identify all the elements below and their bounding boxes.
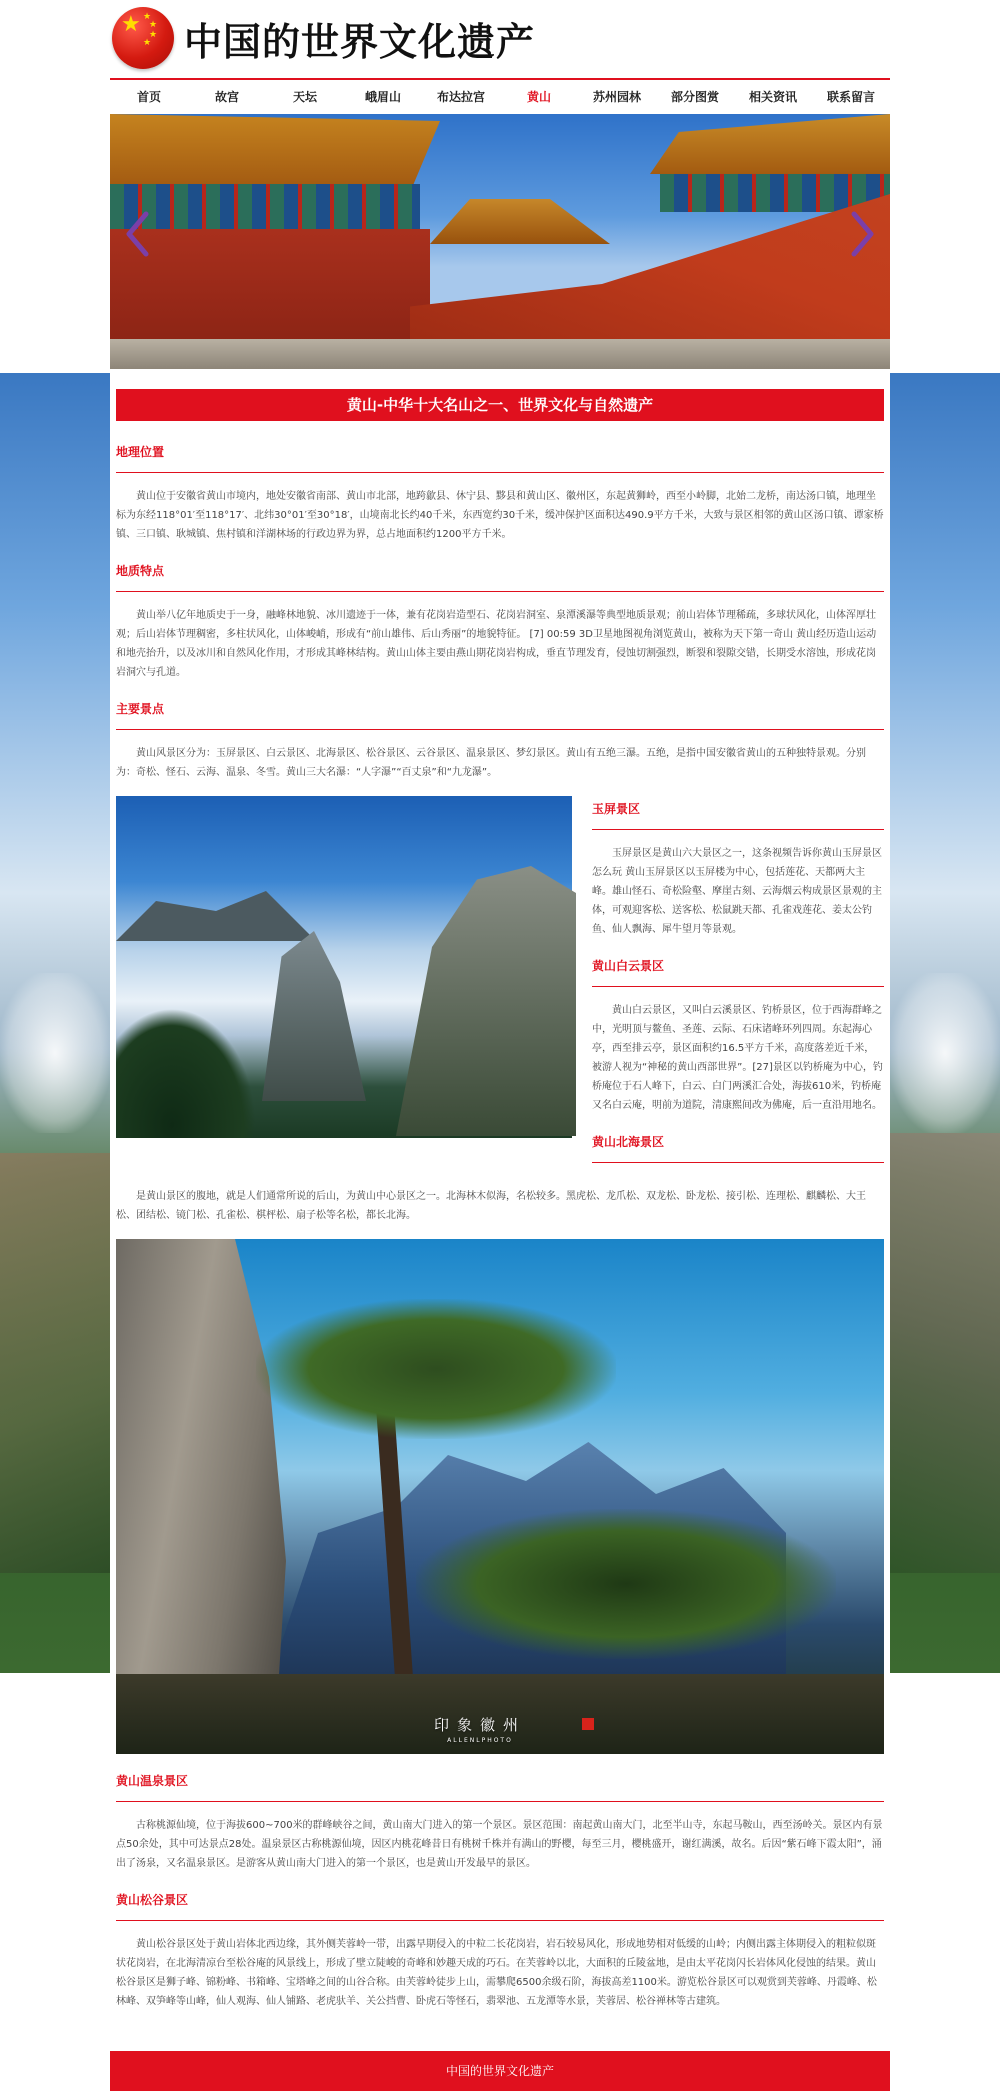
text-songgu: 黄山松谷景区处于黄山岩体北西边缘，其外侧芙蓉岭一带，出露早期侵入的中粒二长花岗岩，岩石较易风化，形成地势相对低缓的山岭；内侧出露主体期侵入的粗粒似斑状花岗岩，在北海清凉台至松谷庵的风景线上，形成了壁立陡峻的奇峰和妙趣天成的巧石。在芙蓉岭以北，大面积的丘陵盆地，是由太平花岗闪长岩体风化侵蚀的结果。黄山松谷景区是狮子峰、锦粉峰、书箱峰、宝塔峰之间的山谷合称。由芙蓉岭徒步上山，需攀爬6500余级石阶，海拔高差1100米。游览松谷景区可以观赏到芙蓉峰、丹霞峰、松林峰、双笋峰等山峰，仙人观海、仙人铺路、老虎驮羊、关公挡曹、卧虎石等怪石，翡翠池、五龙潭等水景，芙蓉居、松谷禅林等古建筑。 <box>116 1939 877 2007</box>
text-geology: 黄山举八亿年地质史于一身，融峰林地貌、冰川遗迹于一体，兼有花岗岩造型石、花岗岩洞室、泉潭溪瀑等典型地质景观；前山岩体节理稀疏，多球状风化，山体浑厚壮观；后山岩体节理稠密，多柱状风化，山体峻峭，形成有“前山雄伟、后山秀丽”的地貌特征。 [7] 00:59 3D卫星地图视角浏览黄山，被称为天下第一奇山 黄山经历造山运动和地壳抬升，以及冰川和自然风化作用，才形成其峰林结构。黄山山体主要由燕山期花岗岩构成，垂直节理发育，侵蚀切割强烈，断裂和裂隙交错，长期受水溶蚀，形成花岗岩洞穴与孔道。 <box>116 610 877 678</box>
heading-yuping: 玉屏景区 <box>592 796 884 830</box>
chevron-left-icon[interactable] <box>124 210 150 258</box>
great-wall-right <box>890 1133 1000 1573</box>
nav-item-emei[interactable]: 峨眉山 <box>364 90 401 104</box>
nav-item-home[interactable]: 首页 <box>136 90 161 104</box>
nav-item-contact[interactable]: 联系留言 <box>826 90 875 104</box>
site-footer: 中国的世界文化遗产 <box>110 2051 890 2091</box>
chevron-right-icon[interactable] <box>850 210 876 258</box>
cloud-right <box>890 973 1000 1133</box>
nav-item-news[interactable]: 相关资讯 <box>748 90 797 104</box>
china-flag-icon: ★ ★ ★ ★ ★ <box>112 7 174 69</box>
heading-attractions: 主要景点 <box>116 696 884 730</box>
section-banner: 黄山-中华十大名山之一、世界文化与自然遗产 <box>116 389 884 421</box>
yuping-baiyun-block <box>116 796 884 1177</box>
text-beihai: 是黄山景区的腹地，就是人们通常所说的后山，为黄山中心景区之一。北海林木似海，名松较多。黑虎松、龙爪松、双龙松、卧龙松、接引松、连理松、麒麟松、大王松、团结松、镜门松、孔雀松、棋枰松、扇子松等名松，都长北海。 <box>116 1191 866 1221</box>
yuping-baiyun-text <box>572 796 884 1177</box>
hero-banner <box>110 114 890 369</box>
main-nav <box>110 78 890 114</box>
heading-location: 地理位置 <box>116 439 884 473</box>
huangshan-peaks-photo <box>116 796 572 1138</box>
cloud-left <box>0 973 110 1133</box>
main-content <box>110 369 890 2045</box>
text-wenquan: 古称桃源仙境，位于海拔600~700米的群峰峡谷之间，黄山南大门进入的第一个景区。景区范围：南起黄山南大门，北至半山寺，东起马鞍山，西至汤岭关。景区内有景点50余处，其中可达景点28处。温泉景区古称桃源仙境，因区内桃花峰昔日有桃树千株并有满山的野樱，每至三月，樱桃盛开，谢红满溪，故名。后因“紫石峰下霞太阳”，涌出了汤泉，又名温泉景区。是游客从黄山南大门进入的第一个景区，也是黄山开发最早的景区。 <box>116 1820 883 1869</box>
great-wall-left <box>0 1153 110 1573</box>
heading-baiyun: 黄山白云景区 <box>592 953 884 987</box>
text-location: 黄山位于安徽省黄山市境内，地处安徽省南部、黄山市北部，地跨歙县、休宁县、黟县和黄山区、徽州区，东起黄狮岭，西至小岭脚，北始二龙桥，南达汤口镇，地理坐标为东经118°01′至118°17′、北纬30°01′至30°18′，山境南北长约40千米，东西宽约30千米，缓冲保护区面积达490.9平方千米，大致与景区相邻的黄山区汤口镇、谭家桥镇、三口镇、耿城镇、焦村镇和洋湖林场的行政边界为界，总占地面积约1200平方千米。 <box>116 491 884 540</box>
nav-item-forbidden-city[interactable]: 故宫 <box>214 90 239 104</box>
heading-geology: 地质特点 <box>116 558 884 592</box>
welcoming-pine-photo <box>116 1239 884 1754</box>
site-title: 中国的世界文化遗产 <box>184 19 536 64</box>
nav-item-huangshan[interactable]: 黄山 <box>526 90 551 104</box>
heading-songgu: 黄山松谷景区 <box>116 1887 884 1921</box>
nav-item-suzhou-gardens[interactable]: 苏州园林 <box>592 90 641 104</box>
heading-wenquan: 黄山温泉景区 <box>116 1768 884 1802</box>
nav-item-temple-of-heaven[interactable]: 天坛 <box>292 90 317 104</box>
text-attractions: 黄山风景区分为：玉屏景区、白云景区、北海景区、松谷景区、云谷景区、温泉景区、梦幻景区。黄山有五绝三瀑。五绝，是指中国安徽省黄山的五种独特景观。分别为：奇松、怪石、云海、温泉、冬雪。黄山三大名瀑：“人字瀑”“百丈泉”和“九龙瀑”。 <box>116 748 866 778</box>
site-header <box>110 0 890 76</box>
photo-seal <box>582 1718 594 1730</box>
nav-item-potala[interactable]: 布达拉宫 <box>436 90 485 104</box>
nav-item-gallery[interactable]: 部分图赏 <box>670 90 719 104</box>
heading-beihai: 黄山北海景区 <box>592 1129 884 1163</box>
text-baiyun: 黄山白云景区，又叫白云溪景区、钓桥景区，位于西海群峰之中，光明顶与鳌鱼、圣莲、云际、石床诸峰环列四周。东起海心亭，西至排云亭，景区面积约16.5平方千米，高度落差近千米，被游人视为“神秘的黄山西部世界”。[27]景区以钓桥庵为中心，钓桥庵位于石人峰下，白云、白门两溪汇合处，海拔610米，钓桥庵又名白云庵，明前为道院，清康熙间改为佛庵，后一直沿用地名。 <box>592 1005 883 1111</box>
text-yuping: 玉屏景区是黄山六大景区之一，这条视频告诉你黄山玉屏景区怎么玩 黄山玉屏景区以玉屏楼为中心，包括莲花、天都两大主峰。雄山怪石、奇松险壑、摩崖古刻、云海烟云构成景区景观的主体，可观迎客松、送客松、松鼠跳天都、孔雀戏莲花、姜太公钓鱼、仙人飘海、犀牛望月等景观。 <box>592 848 882 935</box>
photo-watermark: 印象徽州 ALLENLPHOTO <box>434 1716 527 1744</box>
page-container <box>110 0 890 2091</box>
